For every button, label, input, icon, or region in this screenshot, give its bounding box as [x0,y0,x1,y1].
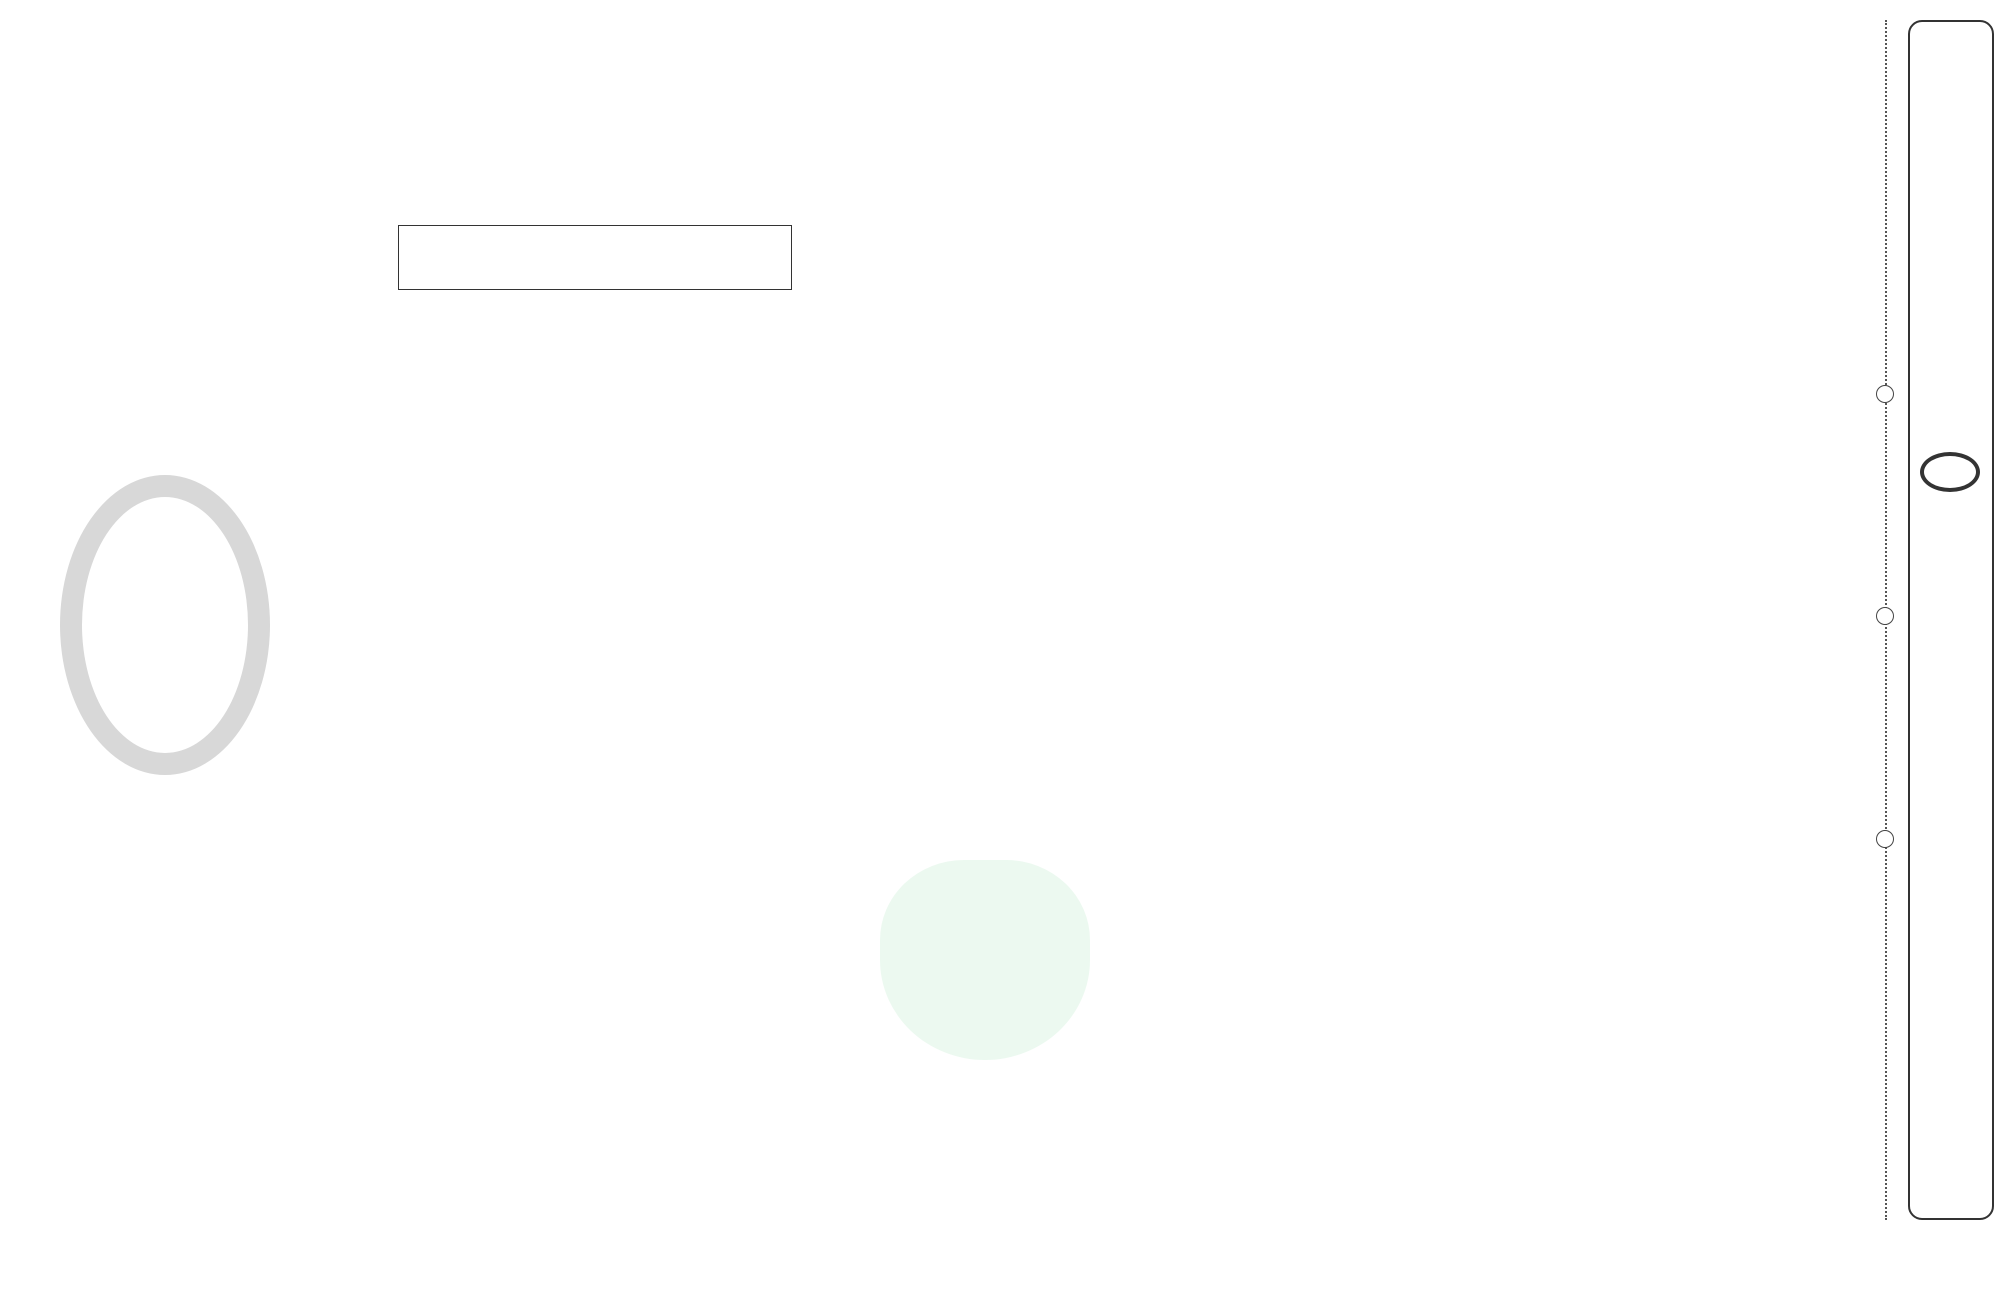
side-tab [1908,20,1994,1220]
side-tab-logo-icon [1920,452,1980,492]
hole-marker-icon [1876,830,1894,848]
hole-marker-icon [1876,607,1894,625]
hole-marker-icon [1876,385,1894,403]
